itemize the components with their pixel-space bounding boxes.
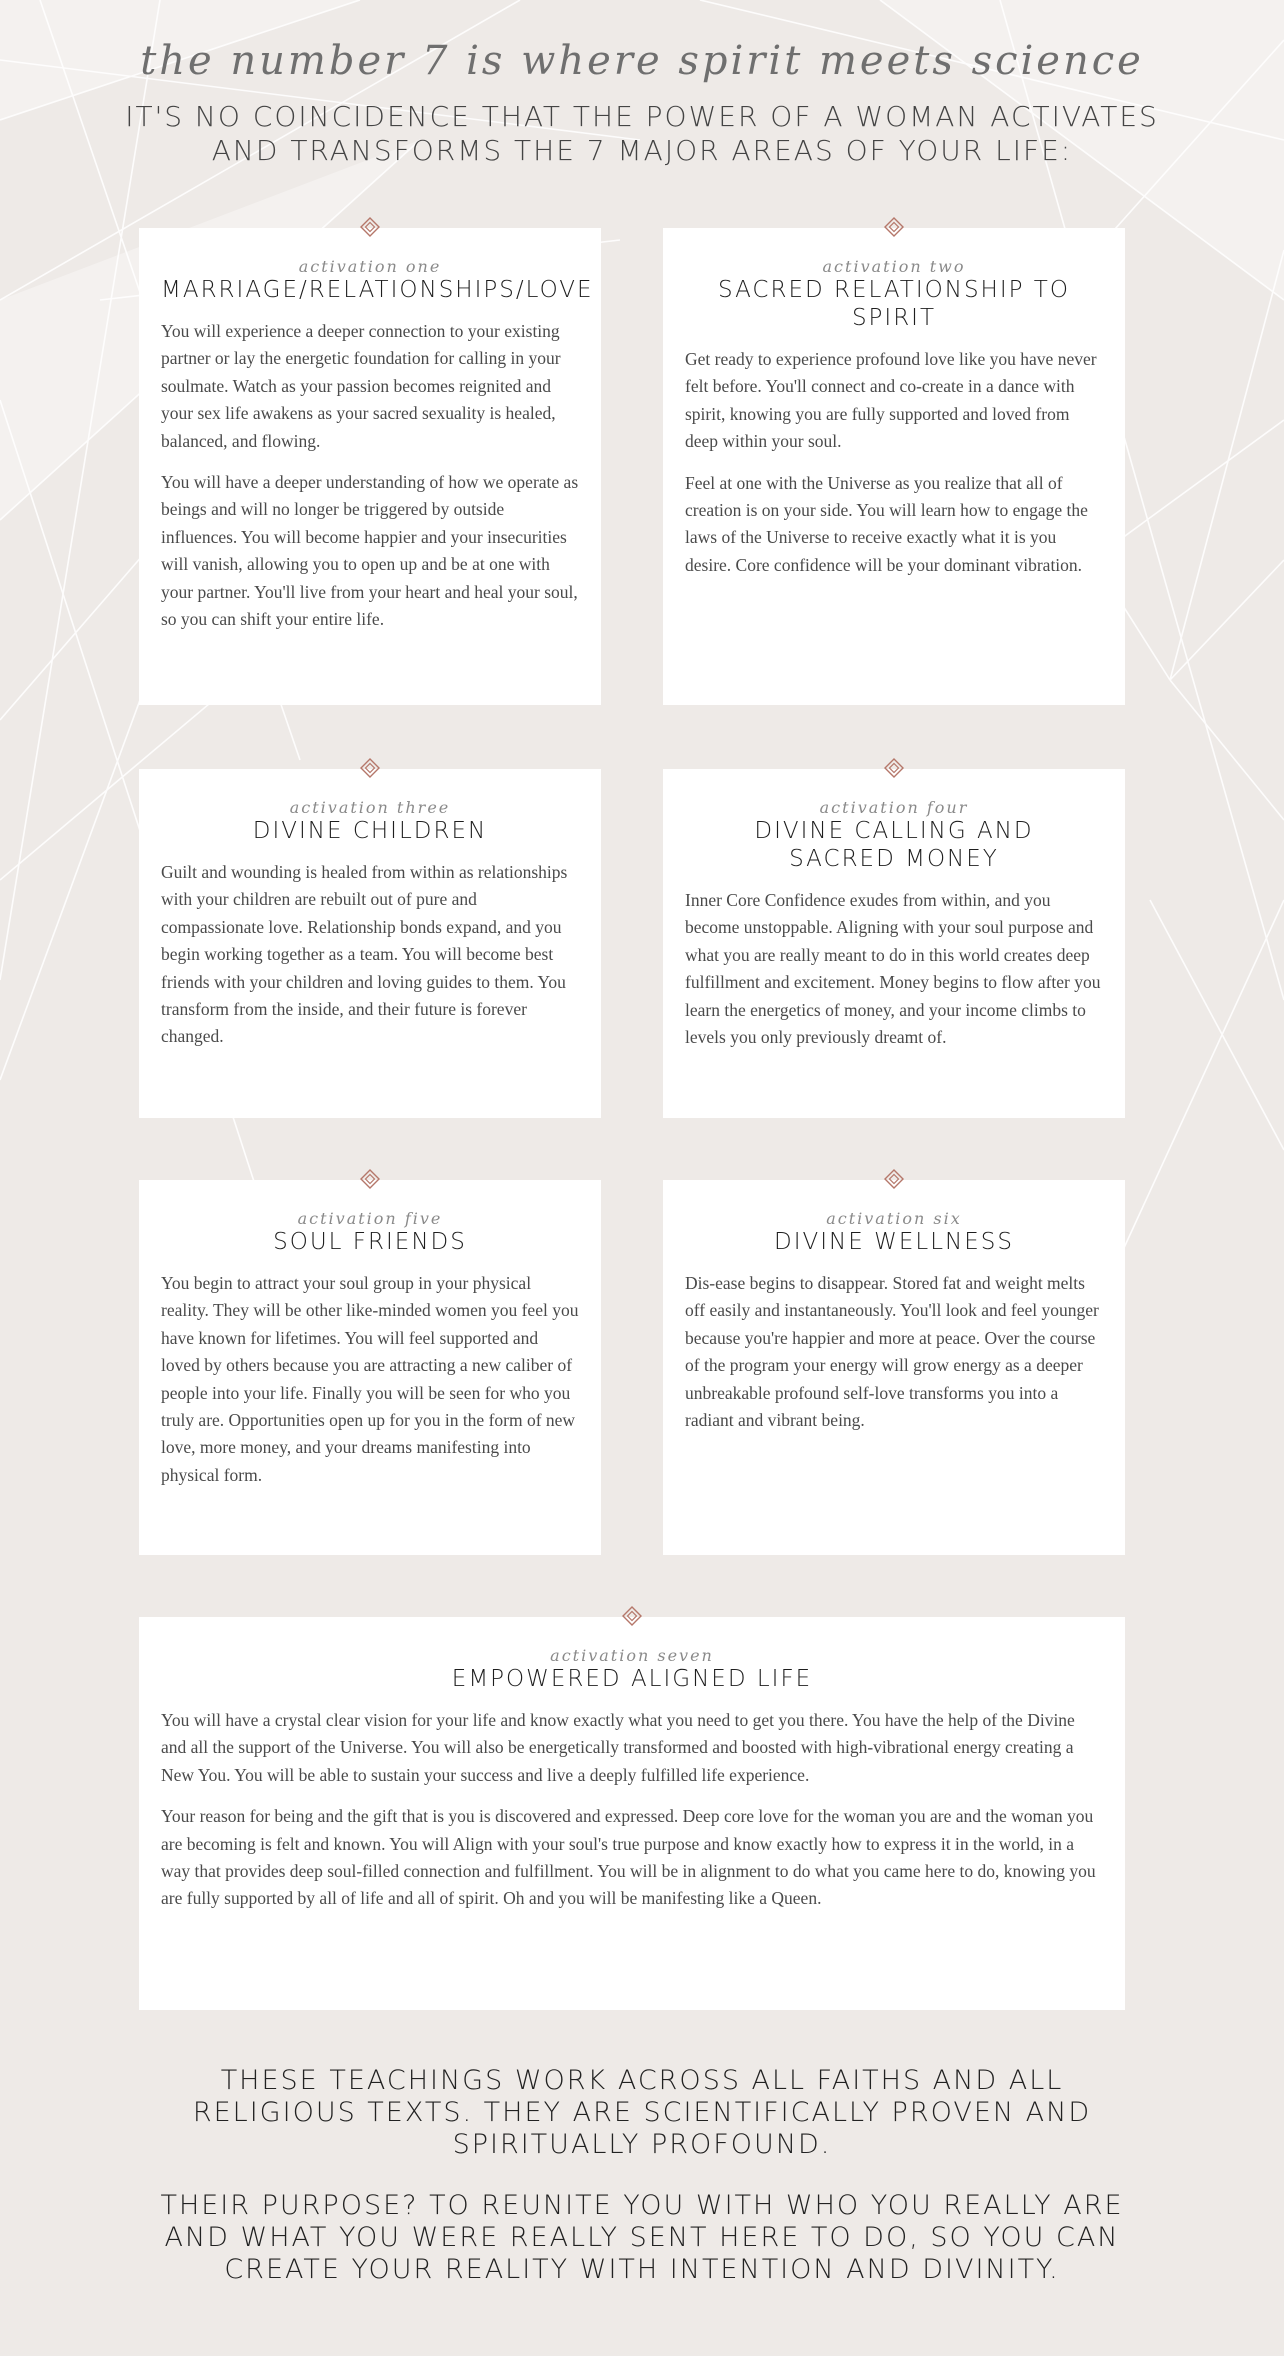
- diamond-icon: [884, 758, 904, 778]
- activation-card-six: [663, 1180, 1125, 1555]
- activation-card-four: [663, 769, 1125, 1118]
- card-paragraph: Get ready to experience profound love like you have never felt before. You'll connect and co-create in a dance with spirit, knowing you are fully supported and loved from deep within your soul.: [685, 349, 1097, 452]
- card-title: EMPOWERED ALIGNED LIFE: [451, 1666, 813, 1692]
- card-eyebrow: activation six: [826, 1209, 962, 1228]
- activation-card-two: [663, 228, 1125, 705]
- card-title: DIVINE WELLNESS: [774, 1229, 1014, 1255]
- card-title: MARRIAGE/RELATIONSHIPS/LOVE: [161, 277, 594, 303]
- card-eyebrow: activation five: [297, 1209, 443, 1228]
- diamond-icon: [360, 217, 380, 237]
- card-paragraph: Your reason for being and the gift that is you is discovered and expressed. Deep core love for the woman you are and the woman you are becoming is felt and known. You will Align with your soul's true purpose and know exactly how to express it in the world, in a way that provides deep soul-filled connection and fulfillment. You will be in alignment to do what you came here to do, knowing you are fully supported by all of life and all of spirit. Oh and you will be manifesting like a Queen.: [161, 1806, 1096, 1909]
- diamond-icon: [360, 758, 380, 778]
- card-eyebrow: activation two: [822, 257, 966, 276]
- activation-card-one: [139, 228, 601, 705]
- card-eyebrow: activation four: [819, 798, 969, 817]
- card-paragraph: You will have a crystal clear vision for your life and know exactly what you need to get you there. You have the help of the Divine and all the support of the Universe. You will also be energetically transformed and boosted with high-vibrational energy creating a New You. You will be able to sustain your success and live a deeply fulfilled life experience.: [161, 1710, 1075, 1785]
- card-paragraph: Guilt and wounding is healed from within as relationships with your children are rebuilt out of pure and compassionate love. Relationship bonds expand, and you begin working together as a team. You will become best friends with your children and loving guides to them. You transform from the inside, and their future is forever changed.: [161, 862, 568, 1047]
- activation-card-seven: [139, 1617, 1125, 2010]
- card-title: DIVINE CALLING AND SACRED MONEY: [754, 818, 1034, 872]
- card-eyebrow: activation three: [289, 798, 451, 817]
- card-paragraph: Dis-ease begins to disappear. Stored fat and weight melts off easily and instantaneously. You'll look and feel younger because you're happier and more at peace. Over the course of the program your energy will grow energy as a deeper unbreakable profound self-love transforms you into a radiant and vibrant being.: [685, 1273, 1099, 1431]
- activation-card-five: [139, 1180, 601, 1555]
- card-title: SOUL FRIENDS: [273, 1229, 467, 1255]
- diamond-icon: [360, 1169, 380, 1189]
- headline: IT'S NO COINCIDENCE THAT THE POWER OF A WOMAN ACTIVATES AND TRANSFORMS THE 7 MAJOR AREAS OF YOUR LIFE:: [125, 100, 1159, 167]
- card-paragraph: Inner Core Confidence exudes from within, and you become unstoppable. Aligning with your soul purpose and what you are really meant to do in this world creates deep fulfillment and excitement. Money begins to flow after you learn the energetics of money, and your income climbs to levels you only previously dreamt of.: [685, 890, 1101, 1048]
- card-title: SACRED RELATIONSHIP TO SPIRIT: [718, 277, 1070, 331]
- activation-card-three: [139, 769, 601, 1118]
- diamond-icon: [884, 1169, 904, 1189]
- card-eyebrow: activation seven: [550, 1646, 714, 1665]
- card-paragraph: You begin to attract your soul group in your physical reality. They will be other like-minded women you feel you have known for lifetimes. You will feel supported and loved by others because you are attracting a new caliber of people into your life. Finally you will be seen for who you truly are. Opportunities open up for you in the form of new love, more money, and your dreams manifesting into physical form.: [161, 1273, 579, 1485]
- card-paragraph: Feel at one with the Universe as you realize that all of creation is on your side. You will learn how to engage the laws of the Universe to receive exactly what it is you desire. Core confidence will be your dominant vibration.: [685, 472, 1088, 575]
- diamond-icon: [622, 1606, 642, 1626]
- card-paragraph: You will experience a deeper connection to your existing partner or lay the energetic foundation for calling in your soulmate. Watch as your passion becomes reignited and your sex life awakens as your sacred sexuality is healed, balanced, and flowing.: [161, 321, 561, 451]
- tagline: the number 7 is where spirit meets science: [140, 38, 1144, 84]
- footer-statement-one: THESE TEACHINGS WORK ACROSS ALL FAITHS AND ALL RELIGIOUS TEXTS. THEY ARE SCIENTIFICALLY PROVEN AND SPIRITUALLY PROFOUND.: [192, 2065, 1092, 2160]
- card-eyebrow: activation one: [298, 257, 442, 276]
- card-title: DIVINE CHILDREN: [252, 818, 488, 844]
- diamond-icon: [884, 217, 904, 237]
- footer-statement-two: THEIR PURPOSE? TO REUNITE YOU WITH WHO YOU REALLY ARE AND WHAT YOU WERE REALLY SENT HERE TO DO, SO YOU CAN CREATE YOUR REALITY WITH INTENTION AND DIVINITY.: [160, 2190, 1124, 2285]
- card-paragraph: You will have a deeper understanding of how we operate as beings and will no longer be triggered by outside influences. You will become happier and your insecurities will vanish, allowing you to open up and be at one with your partner. You'll live from your heart and heal your soul, so you can shift your entire life.: [161, 472, 579, 630]
